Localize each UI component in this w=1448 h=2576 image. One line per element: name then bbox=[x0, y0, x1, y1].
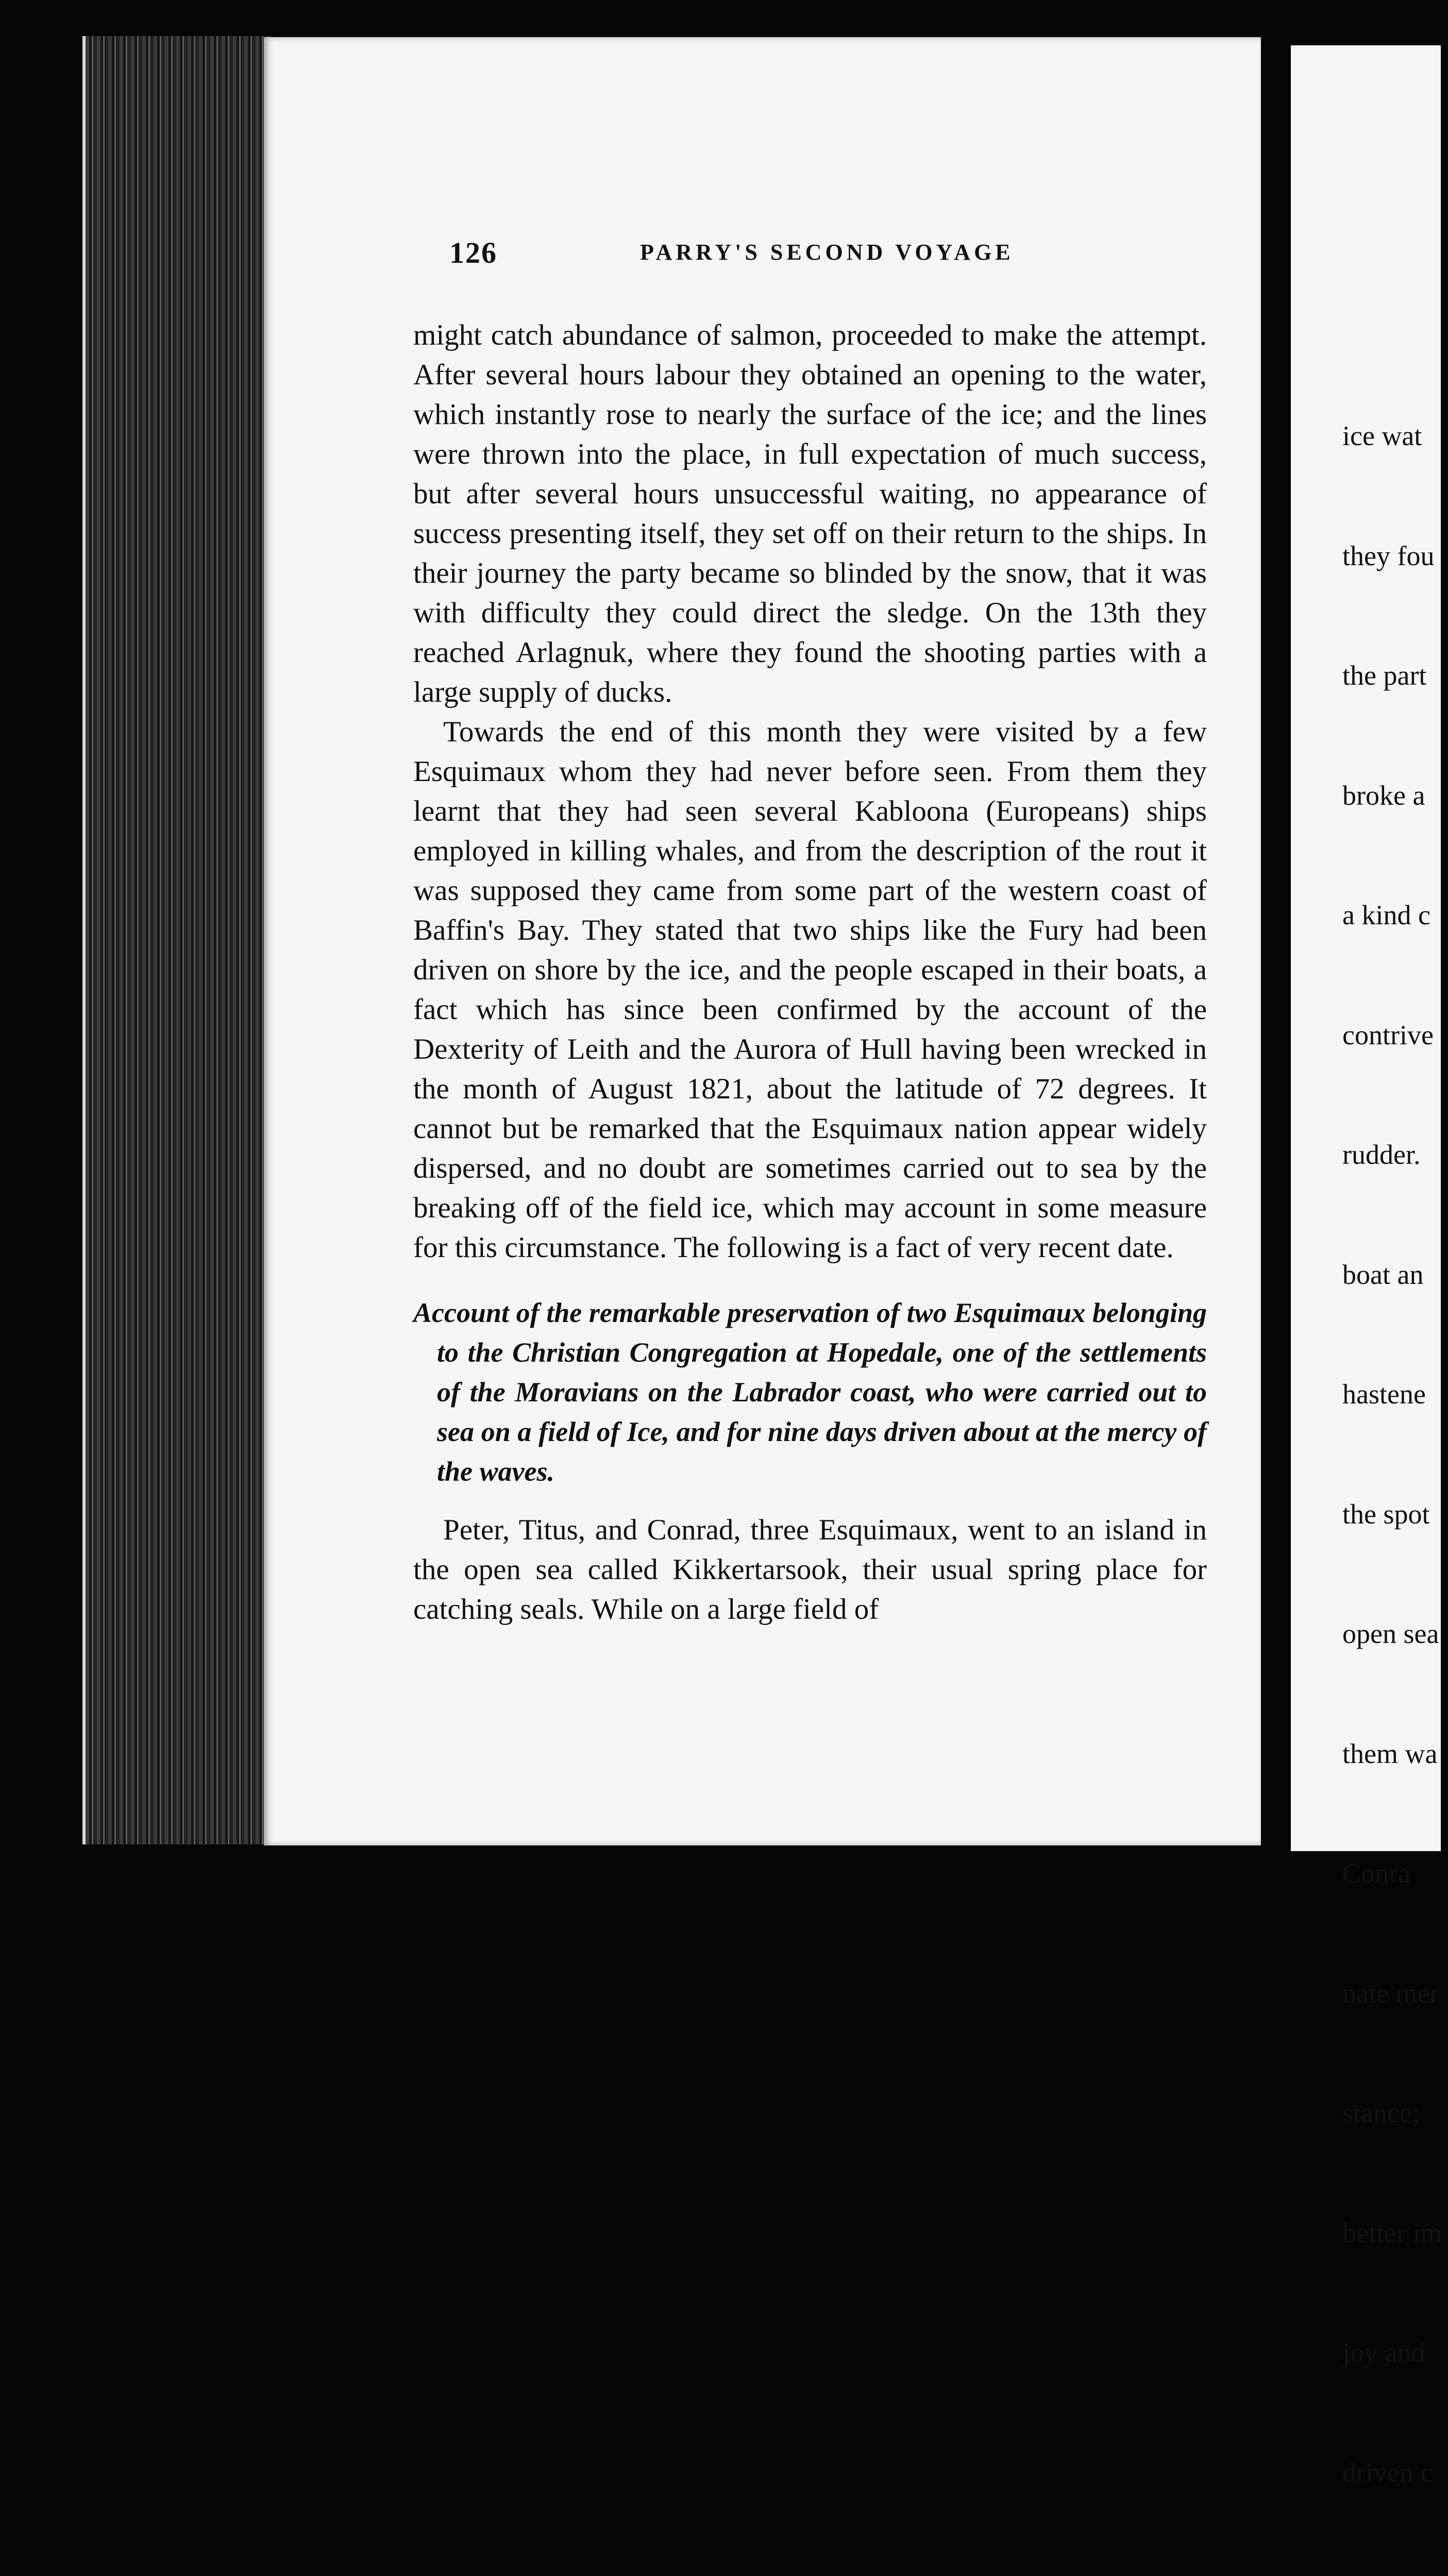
paragraph-1: might catch abundance of salmon, proceeded to make the attempt. After several hours labour they obtained an opening to the water, which instantly rose to nearly the surface of the ice; and the lines were thrown into the place, in full expectation of much success, but after several hours unsuccessful waiting, no appearance of success presenting itself, they set off on their return to the ships. In their journey the party became so blinded by the snow, that it was with difficulty they could direct the sledge. On the 13th they reached Arlagnuk, where they found the shooting parties with a large supply of ducks. bbox=[413, 319, 1207, 708]
facing-page-text bbox=[1342, 336, 1448, 2576]
facing-line: hastene bbox=[1342, 1379, 1426, 1410]
paragraph-2: Towards the end of this month they were visited by a few Esquimaux whom they had never before seen. From them they learnt that they had seen several Kabloona (Europeans) ships employed in killing whales, and from the description of the rout it was supposed they came from some part of the western coast of Baffin's Bay. They stated that two ships like the Fury had been driven on shore by the ice, and the people escaped in their boats, a fact which has since been confirmed by the account of the Dexterity of Leith and the Aurora of Hull having been wrecked in the month of August 1821, about the latitude of 72 degrees. It cannot but be remarked that the Esquimaux nation appear widely dispersed, and no doubt are sometimes carried out to sea by the breaking off of the field ice, which may account in some measure for this circumstance. The following is a fact of very recent date. bbox=[413, 716, 1207, 1264]
body-text bbox=[413, 315, 1207, 1629]
facing-line: a kind c bbox=[1342, 900, 1430, 930]
facing-line: driven c bbox=[1342, 2456, 1433, 2488]
paragraph-3: Peter, Titus, and Conrad, three Esquimaux, went to an island in the open sea called Kikkertarsook, their usual spring place for catching seals. While on a large field of bbox=[413, 1514, 1207, 1625]
facing-line: open sea bbox=[1342, 1618, 1439, 1649]
facing-page-partial bbox=[1291, 45, 1442, 2488]
facing-line: stance; bbox=[1342, 2097, 1420, 2128]
facing-line: joy and bbox=[1342, 2337, 1425, 2368]
book-page-edges bbox=[82, 36, 271, 1844]
page-126 bbox=[264, 37, 1261, 1845]
facing-line: better im bbox=[1342, 2217, 1442, 2248]
facing-line bbox=[1342, 2572, 1448, 2576]
facing-line: the spot bbox=[1342, 1498, 1430, 1530]
running-title: PARRY'S SECOND VOYAGE bbox=[640, 240, 1014, 265]
facing-line: contrive bbox=[1342, 1019, 1434, 1050]
facing-line: rudder. bbox=[1342, 1139, 1421, 1170]
facing-line: broke a bbox=[1342, 779, 1425, 811]
facing-line: nate mer bbox=[1342, 1977, 1439, 2009]
facing-line: boat an bbox=[1342, 1259, 1424, 1290]
facing-line: ice wat bbox=[1342, 420, 1422, 451]
facing-line: they fou bbox=[1342, 540, 1435, 571]
page-header bbox=[434, 228, 1191, 284]
facing-line: the part bbox=[1342, 660, 1427, 691]
account-heading: Account of the remarkable preservation of two Esquimaux belonging to the Christian Congregation at Hopedale, one of the settlements of the Moravians on the Labrador coast, who were carried out to sea on a field of Ice, and for nine days driven about at the mercy of the waves. bbox=[413, 1297, 1207, 1487]
facing-line: them wa bbox=[1342, 1738, 1438, 1769]
page-number: 126 bbox=[449, 236, 497, 269]
facing-line: Conra bbox=[1342, 1858, 1410, 1889]
